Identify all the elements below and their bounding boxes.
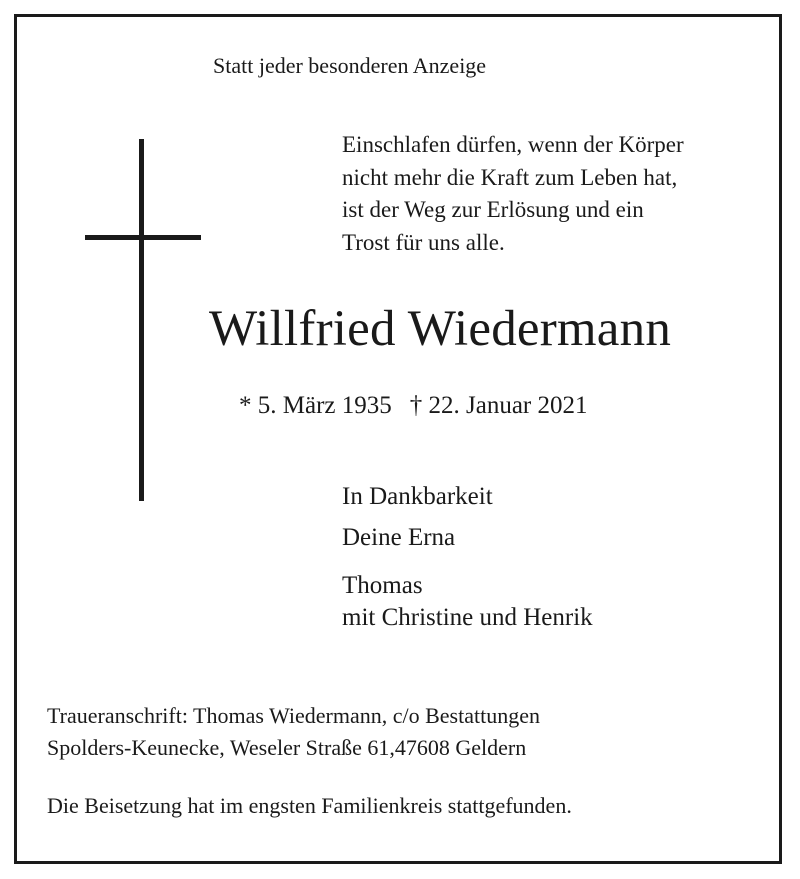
poem-line: ist der Weg zur Erlösung und ein xyxy=(342,197,644,222)
family-block xyxy=(342,570,593,634)
family-line: In Dankbarkeit xyxy=(342,483,493,510)
mourning-address xyxy=(47,700,540,764)
family-line: Thomas xyxy=(342,572,423,599)
life-dates xyxy=(239,393,588,418)
poem xyxy=(342,129,762,259)
deceased-name: Willfried Wiedermann xyxy=(209,301,672,357)
poem-line: nicht mehr die Kraft zum Leben hat, xyxy=(342,164,678,190)
poem-line: Einschlafen dürfen, wenn der Körper xyxy=(342,132,684,157)
family-line: mit Christine und Henrik xyxy=(342,604,593,631)
cross-horizontal-bar xyxy=(85,235,201,240)
header-text: Statt jeder besonderen Anzeige xyxy=(213,53,487,78)
address-line: Spolders-Keunecke, Weseler Straße 61,47608 Geldern xyxy=(47,735,527,760)
obituary-frame xyxy=(14,14,782,864)
death-date: † 22. Januar 2021 xyxy=(409,392,588,419)
address-line: Traueranschrift: Thomas Wiedermann, c/o Bestattungen xyxy=(47,703,540,728)
family-line: Deine Erna xyxy=(342,524,456,551)
poem-line: Trost für uns alle. xyxy=(342,229,505,255)
burial-note: Die Beisetzung hat im engsten Familienkreis stattgefunden. xyxy=(47,793,572,818)
birth-date: * 5. März 1935 xyxy=(239,392,392,419)
cross-vertical-bar xyxy=(139,139,144,501)
